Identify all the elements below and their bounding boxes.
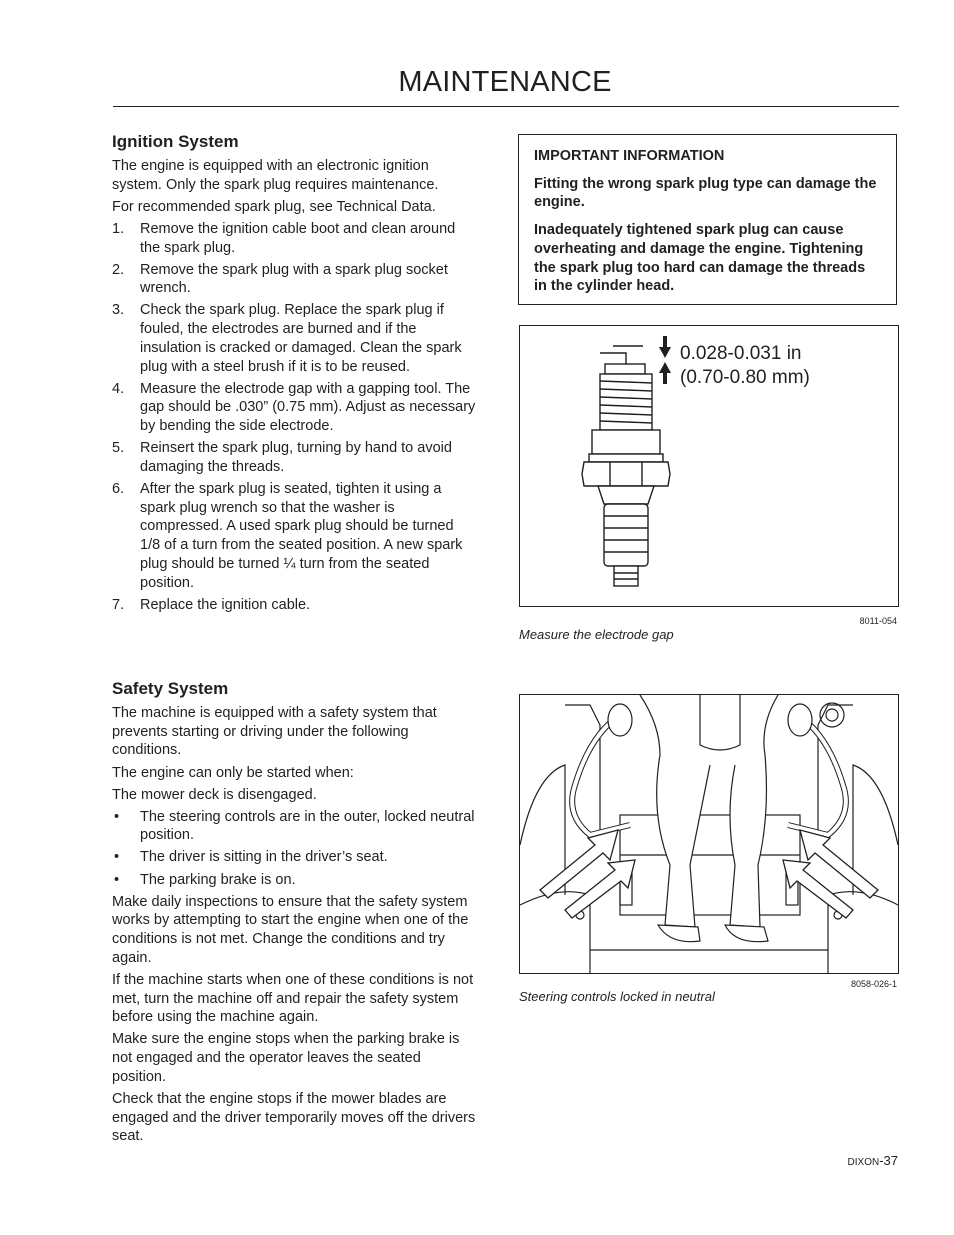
step-item: 5. Reinsert the spark plug, turning by hand to avoid damaging the threads. bbox=[112, 440, 452, 475]
important-text-1: Fitting the wrong spark plug type can damage the engine. bbox=[534, 175, 877, 211]
figure1-code: 8011-054 bbox=[859, 616, 897, 626]
page-title: MAINTENANCE bbox=[398, 66, 612, 98]
ignition-steps bbox=[112, 220, 476, 614]
important-info-box bbox=[518, 134, 897, 305]
safety-para-1: Make daily inspections to ensure that the safety system works by attempting to start the engine when one of the conditions is not met. Change the conditions and try again. bbox=[112, 893, 469, 966]
gap-arrows bbox=[659, 336, 671, 384]
figure2-code: 8058-026-1 bbox=[850, 979, 897, 989]
ignition-section bbox=[112, 132, 476, 618]
condition-item: • The steering controls are in the outer, locked neutral position. bbox=[114, 808, 475, 844]
important-text-2: Inadequately tightened spark plug can cause overheating and damage the engine. Tightening the spark plug too hard can damage the threads in the cylinder head. bbox=[534, 222, 866, 295]
step-item: 3. Check the spark plug. Replace the spark plug if fouled, the electrodes are burned and if the insulation is cracked or damaged. Clean the spark plug with a steel brush if it is to be reused. bbox=[112, 302, 462, 375]
figure2-caption: Steering controls locked in neutral bbox=[519, 989, 715, 1004]
spark-plug-figure bbox=[519, 325, 899, 607]
condition-item: • The parking brake is on. bbox=[114, 871, 296, 888]
safety-conditions bbox=[112, 808, 476, 890]
safety-intro: The machine is equipped with a safety system that prevents starting or driving under the following conditions. bbox=[112, 705, 437, 759]
safety-para-3: Make sure the engine stops when the parking brake is not engaged and the operator leaves the seated position. bbox=[112, 1031, 460, 1085]
safety-para-2: If the machine starts when one of these conditions is not met, turn the machine off and repair the safety system before using the machine again. bbox=[112, 971, 474, 1026]
mower-operator-illustration bbox=[520, 695, 898, 973]
page-number: -37 bbox=[879, 1153, 898, 1168]
step-item: 1. Remove the ignition cable boot and clean around the spark plug. bbox=[112, 220, 456, 256]
safety-para-4: Check that the engine stops if the mower blades are engaged and the driver temporarily moves off the drivers seat. bbox=[112, 1090, 476, 1145]
safety-heading: Safety System bbox=[112, 679, 229, 698]
step-item: 6. After the spark plug is seated, tighten it using a spark plug wrench so that the washer is compressed. A used spark plug should be turned 1/8 of a turn from the seated position. A new spark plug should be turned ¼ turn from the seated position. bbox=[112, 480, 463, 591]
step-item: 4. Measure the electrode gap with a gapping tool. The gap should be .030” (0.75 mm). Adjust as necessary by bending the side electrode. bbox=[112, 380, 476, 435]
figure1-caption: Measure the electrode gap bbox=[519, 627, 674, 642]
step-item: 2. Remove the spark plug with a spark plug socket wrench. bbox=[112, 261, 448, 297]
pointer-arrows bbox=[540, 830, 878, 918]
footer-brand: DIXON bbox=[847, 1157, 880, 1168]
gap-mm-label: (0.70-0.80 mm) bbox=[680, 367, 810, 388]
safety-deck: The mower deck is disengaged. bbox=[112, 786, 317, 803]
ignition-tech-ref: For recommended spark plug, see Technical Data. bbox=[112, 198, 436, 215]
header-rule bbox=[113, 106, 899, 107]
important-heading: IMPORTANT INFORMATION bbox=[534, 148, 725, 164]
ignition-heading: Ignition System bbox=[112, 132, 239, 151]
ignition-intro: The engine is equipped with an electronic ignition system. Only the spark plug requires maintenance. bbox=[112, 158, 439, 193]
safety-started-when: The engine can only be started when: bbox=[112, 764, 354, 781]
gap-inches-label: 0.028-0.031 in bbox=[680, 343, 802, 364]
step-item: 7. Replace the ignition cable. bbox=[112, 596, 311, 613]
condition-item: • The driver is sitting in the driver’s seat. bbox=[114, 849, 388, 866]
safety-section bbox=[112, 679, 476, 1149]
steering-controls-figure bbox=[519, 694, 899, 974]
page-footer bbox=[848, 1153, 898, 1168]
